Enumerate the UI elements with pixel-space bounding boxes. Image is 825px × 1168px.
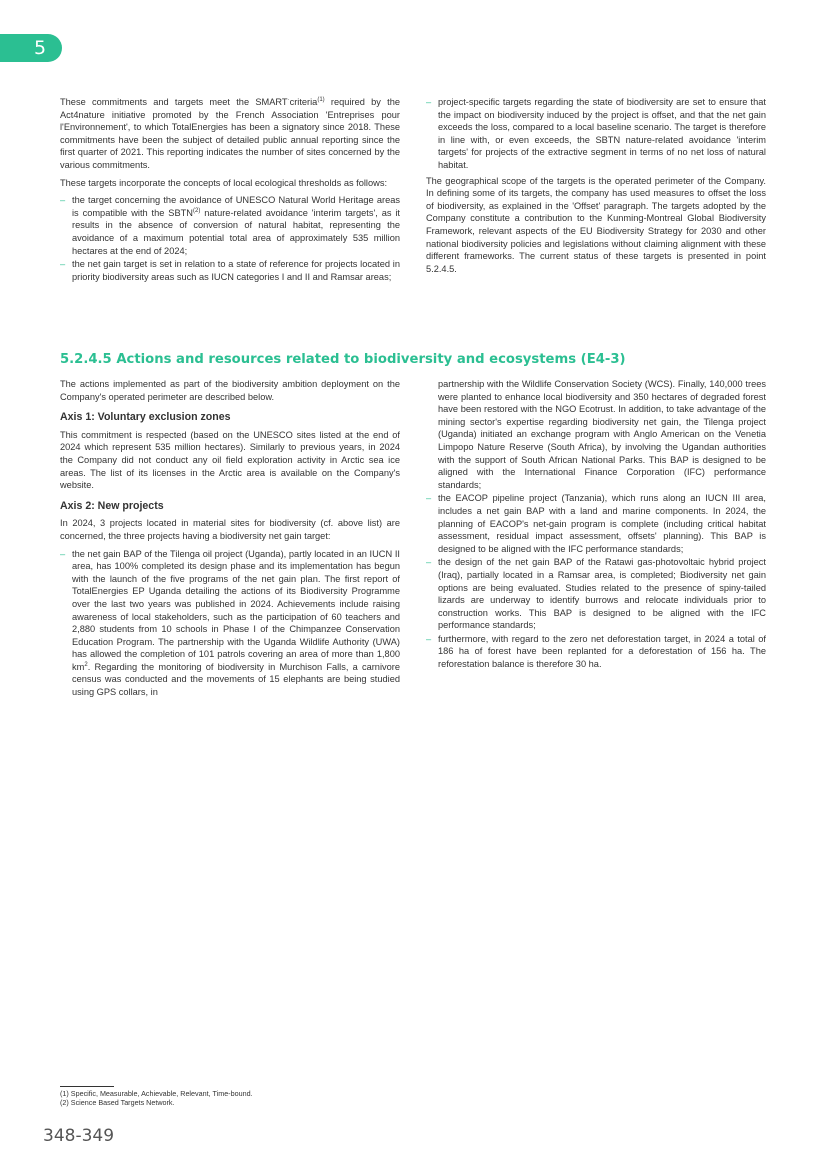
list-item: – project-specific targets regarding the state of biodiversity are set to ensure that the impact on biodiversity induced by the project is offset, and that the net gain exceeds the loss, compared to a local baseline scenario. The target is therefore in line with, or even exceeds, the SBTN nature-related avoidance 'interim targets' for projects of the extractive segment in terms of no net loss of natural habitat. [426,97,766,170]
footnote-divider [60,1086,114,1087]
footnote-ref-2: (2) [192,207,201,214]
list-item-continuation: partnership with the Wildlife Conservation Society (WCS). Finally, 140,000 trees were planted to enhance local biodiversity and 350 hectares of degraded forest have been restored with the NGO Ecotrust. In addition, to take advantage of the mining sector's expertise regarding biodiversity net gain, the Tilenga project (Uganda) initiated an exchange program with Anglo American on the Venetia Limpopo Nature Reserve (South Africa), by involving the Ugandan authorities with the support of South African National Parks. This BAP is designed to be aligned with the International Finance Corporation (IFC) performance standards; [438,379,766,490]
dash-bullet: – [426,557,432,568]
top-right-column [426,96,766,280]
project-targets-list [426,96,766,172]
footnote-2: (2) Science Based Targets Network. [60,1098,175,1107]
projects-list [60,548,400,699]
geographical-scope-paragraph: The geographical scope of the targets is the operated perimeter of the Company. In defining some of its targets, the company has used measures to offset the loss of biodiversity, as explained in the 'Offset' paragraph. The targets adopted by the Company constitute a contribution to the Kunming-Montreal Global Biodiversity Framework, relevant aspects of the EU Biodiversity Strategy for 2030 and other national biodiversity policies and legislations without claiming alignment with these different frameworks. The current status of these targets is presented in point 5.2.4.5. [426,175,766,274]
dash-bullet: – [60,195,66,206]
top-left-column [60,96,400,286]
chapter-tab [0,34,62,62]
axis1-heading: Axis 1: Voluntary exclusion zones [60,411,231,424]
dash-bullet: – [426,493,432,504]
list-item: – the target concerning the avoidance of UNESCO Natural World Heritage areas is compatible with the SBTN$^{(2)}$ nature-related avoidance 'interim targets', as it results in the absence of conversion of natural habitat, representing the avoidance of a maximum potential total area of approximately 535 million hectares at the end of 2024; [60,195,400,256]
axis1-paragraph: This commitment is respected (based on the UNESCO sites listed at the end of 2024 which represent 535 million hectares). Similarly to previous years, in 2024 the Company did not conduct any oil field exploration activity in Arctic sea ice areas. The list of its licenses in the Arctic area is available on the Company's website. [60,429,400,491]
bottom-right-column [426,378,766,674]
dash-bullet: – [60,259,66,270]
smart-criteria-paragraph: These commitments and targets meet the SMART·criteria$^{(1)}$ required by the Act4nature initiative promoted by the French Association 'Entreprises pour l'Environnement', to which TotalEnergies has been a signatory since 2018. These commitments have been the subject of detailed public annual reporting since the first quarter of 2021. This reporting indicates the number of sites concerned by the various commitments. [60,96,400,170]
list-item: – the EACOP pipeline project (Tanzania), which runs along an IUCN III area, includes a net gain BAP with a land and marine components. In 2024, the planning of EACOP's net-gain program is complete (including critical habitat assessment, residual impact assessment, offsets' planning). This BAP is designed to be aligned with the IFC performance standards; [426,493,766,554]
dash-bullet: – [426,633,432,644]
bottom-left-column [60,378,400,702]
footnotes [60,1089,253,1107]
page-number: 348-349 [43,1126,115,1146]
list-item: – the net gain BAP of the Tilenga oil project (Uganda), partly located in an IUCN II area, has 100% completed its design phase and its implementation has begun with the launch of the five programs of the net gain plan. The first report of TotalEnergies EP Uganda detailing the actions of its Biodiversity Programme over the last two years was published in 2024. Achievements include raising awareness of local stakeholders, such as the participation of 60 teachers and 2,880 students from 10 schools in Phase I of the Chimpanzee Conservation Education Program. The partnership with the Uganda Wildlife Authority (UWA) has allowed the completion of 101 patrols covering an area of more than 1,800 $km^2$. Regarding the monitoring of biodiversity in Murchison Falls, a carnivore census was conducted and the movements of 15 elephants are being studied using GPS collars, in [60,548,400,698]
dash-bullet: – [426,97,432,107]
dash-bullet: – [60,548,66,559]
section-title: 5.2.4.5 Actions and resources related to biodiversity and ecosystems (E4-3) [60,352,626,367]
projects-list-continued [426,378,766,671]
axis2-paragraph: In 2024, 3 projects located in material sites for biodiversity (cf. above list) are concerned, the three projects having a biodiversity net gain target: [60,518,400,541]
list-item: – the design of the net gain BAP of the Ratawi gas-photovoltaic hybrid project (Iraq), partially located in a Ramsar area, is completed; Biodiversity net gain options are being evaluated. Studies related to the presence of spiny-tailed lizards are underway to identify burrows and relocate individuals prior to construction works. This BAP is designed to be aligned with the IFC performance standards; [426,557,766,631]
footnote-ref-1: (1) [317,96,325,103]
list-item: – the net gain target is set in relation to a state of reference for projects located in priority biodiversity areas such as IUCN categories I and II and Ramsar areas; [60,259,400,282]
axis2-heading: Axis 2: New projects [60,499,164,512]
thresholds-paragraph: These targets incorporate the concepts of local ecological thresholds as follows: [60,177,388,188]
chapter-number: 5 [33,37,47,59]
actions-intro-paragraph: The actions implemented as part of the biodiversity ambition deployment on the Company's operated perimeter are described below. [60,379,400,402]
list-item: – furthermore, with regard to the zero net deforestation target, in 2024 a total of 186 ha of forest have been replanted for a deforestation of 156 ha. The reforestation balance is therefore 30 ha. [426,633,766,670]
thresholds-list [60,194,400,283]
footnote-1: (1) Specific, Measurable, Achievable, Relevant, Time-bound. [60,1089,253,1098]
